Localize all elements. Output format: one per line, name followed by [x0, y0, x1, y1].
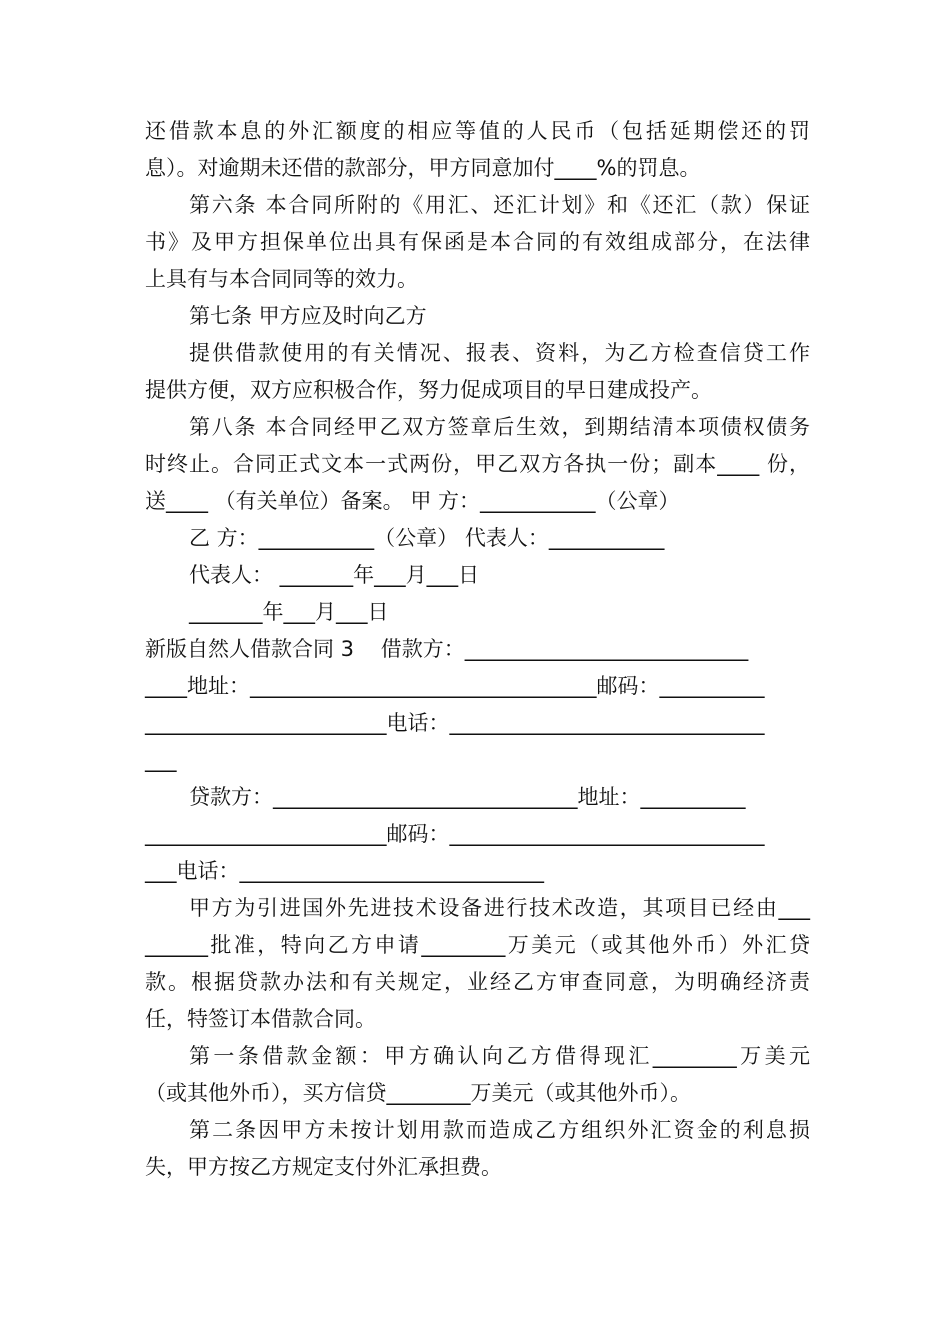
text-line: 第一条借款金额：甲方确认向乙方借得现汇________万美元 — [189, 1044, 810, 1068]
text-line: ___ — [145, 748, 177, 772]
text-line: ____地址：_________________________________邮码：__________ — [145, 674, 765, 698]
text-line: 代表人： _______年___月___日 — [189, 563, 480, 587]
text-line: 第七条 甲方应及时向乙方 — [189, 304, 427, 328]
text-line: ______批准，特向乙方申请________万美元（或其他外币）外汇贷 — [145, 933, 810, 957]
text-line: ___电话：_____________________________ — [145, 859, 544, 883]
text-line: （或其他外币），买方信贷________万美元（或其他外币）。 — [145, 1081, 691, 1105]
text-line: 贷款方：_____________________________地址：__________ — [189, 785, 746, 809]
text-line: 失，甲方按乙方规定支付外汇承担费。 — [145, 1155, 502, 1179]
text-line: _______年___月___日 — [189, 600, 389, 624]
text-line: 款。根据贷款办法和有关规定，业经乙方审查同意，为明确经济责 — [145, 970, 810, 994]
text-line: 第八条 本合同经甲乙双方签章后生效，到期结清本项债权债务 — [189, 415, 810, 439]
text-line: 提供方便，双方应积极合作，努力促成项目的早日建成投产。 — [145, 378, 712, 402]
text-line: _______________________电话：______________________________ — [145, 711, 765, 735]
text-line: 时终止。合同正式文本一式两份，甲乙双方各执一份；副本____ 份， — [145, 452, 810, 476]
text-line: 提供借款使用的有关情况、报表、资料，为乙方检查信贷工作 — [189, 341, 810, 365]
text-line: 乙 方：___________（公章） 代表人：___________ — [189, 526, 665, 550]
text-line: 书》及甲方担保单位出具有保函是本合同的有效组成部分，在法律 — [145, 230, 810, 254]
text-line: 第六条 本合同所附的《用汇、还汇计划》和《还汇（款）保证 — [189, 193, 810, 217]
text-line: 新版自然人借款合同 3 借款方：___________________________ — [145, 637, 749, 661]
text-line: 第二条因甲方未按计划用款而造成乙方组织外汇资金的利息损 — [189, 1118, 810, 1142]
text-line: 还借款本息的外汇额度的相应等值的人民币（包括延期偿还的罚 — [145, 119, 810, 143]
text-line: 上具有与本合同同等的效力。 — [145, 267, 418, 291]
text-line: 甲方为引进国外先进技术设备进行技术改造，其项目已经由___ — [189, 896, 810, 920]
text-line: 送____ （有关单位）备案。 甲 方：___________（公章） — [145, 489, 680, 513]
text-line: 任，特签订本借款合同。 — [145, 1007, 376, 1031]
text-line: _______________________邮码：______________________________ — [145, 822, 765, 846]
document-body — [145, 113, 810, 1186]
text-line: 息）。对逾期未还借的款部分，甲方同意加付____%的罚息。 — [145, 156, 701, 180]
